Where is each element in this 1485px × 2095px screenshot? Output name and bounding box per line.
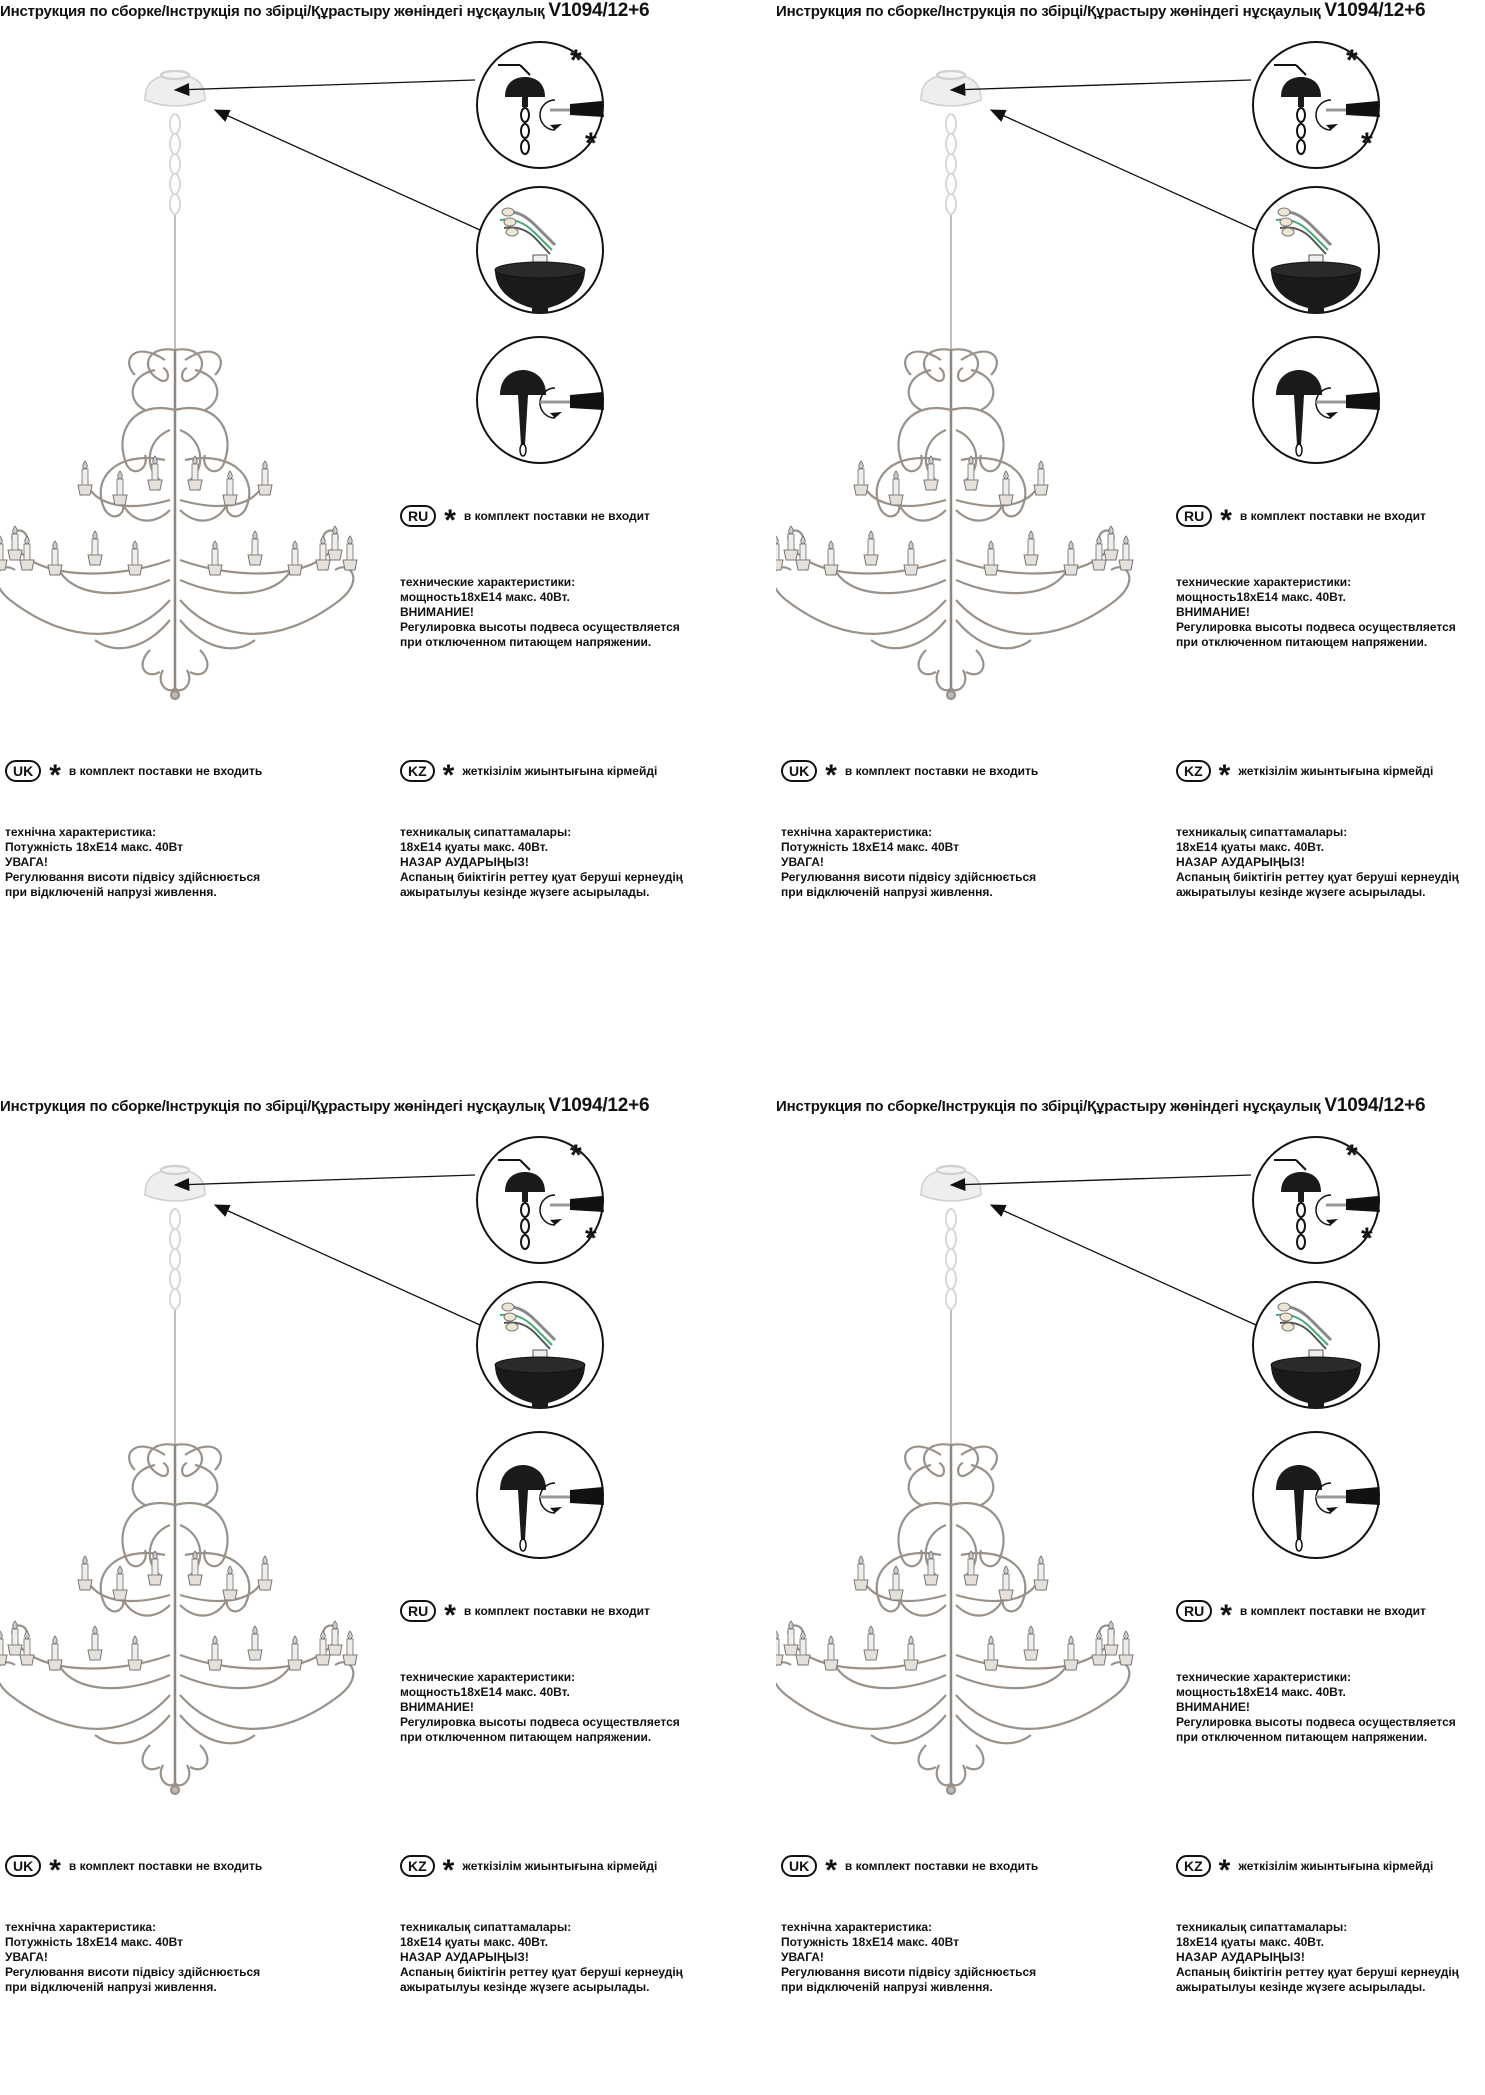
spec-line: Регулировка высоты подвеса осуществляется xyxy=(1176,620,1456,634)
spec-line: мощность18хЕ14 макс. 40Вт. xyxy=(1176,1685,1346,1699)
spec-line: Аспаның биіктігін реттеу қуат беруші кернеудің xyxy=(400,1965,683,1979)
asterisk-icon: * xyxy=(444,1599,456,1632)
spec-line: при відключеній напрузі живлення. xyxy=(5,885,217,899)
kz-note xyxy=(400,759,658,792)
uk-note-text: в комплект поставки не входить xyxy=(68,1859,263,1873)
kz-badge: KZ xyxy=(1176,760,1211,782)
ru-specs xyxy=(400,1670,680,1745)
spec-line: Потужність 18хЕ14 макс. 40Вт xyxy=(5,840,184,854)
spec-line: техникалық сипаттамалары: xyxy=(400,1920,572,1934)
ru-note-text: в комплект поставки не входит xyxy=(1239,1604,1426,1618)
kz-note-text: жеткізілім жиынтығына кірмейді xyxy=(462,764,658,778)
spec-line: НАЗАР АУДАРЫҢЫЗ! xyxy=(400,855,529,869)
kz-specs xyxy=(1176,825,1459,900)
asterisk-icon: * xyxy=(442,759,455,792)
asterisk-icon: * xyxy=(1218,1854,1231,1887)
spec-line: Потужність 18хЕ14 макс. 40Вт xyxy=(781,1935,960,1949)
spec-line: ВНИМАНИЕ! xyxy=(400,605,474,619)
uk-note xyxy=(781,759,1039,792)
spec-line: техникалық сипаттамалары: xyxy=(1176,825,1348,839)
ru-badge: RU xyxy=(400,505,436,527)
spec-line: при отключенном питающем напряжении. xyxy=(1176,635,1428,649)
uk-note xyxy=(5,1854,263,1887)
uk-badge: UK xyxy=(781,760,817,782)
page-title xyxy=(776,1095,1425,1117)
spec-line: технічна характеристика: xyxy=(781,825,933,839)
kz-badge: KZ xyxy=(1176,1855,1211,1877)
spec-line: Регулювання висоти підвісу здійснюється xyxy=(781,870,1037,884)
kz-badge: KZ xyxy=(400,760,435,782)
spec-line: Регулювання висоти підвісу здійснюється xyxy=(781,1965,1037,1979)
ru-note-text: в комплект поставки не входит xyxy=(463,509,650,523)
spec-line: Потужність 18хЕ14 макс. 40Вт xyxy=(5,1935,184,1949)
asterisk-icon: * xyxy=(444,504,456,537)
spec-line: ажыратылуы кезінде жүзеге асырылады. xyxy=(1176,1980,1426,1994)
title-text: Инструкция по сборке/Інструкція по збірці/Құрастыру жөніндегі нұсқаулық xyxy=(776,3,1321,20)
uk-note-text: в комплект поставки не входить xyxy=(844,1859,1039,1873)
spec-line: техникалық сипаттамалары: xyxy=(400,825,572,839)
spec-line: Регулювання висоти підвісу здійснюється xyxy=(5,1965,261,1979)
model-number: V1094/12+6 xyxy=(1324,0,1426,21)
spec-line: ажыратылуы кезінде жүзеге асырылады. xyxy=(400,885,650,899)
spec-line: мощность18хЕ14 макс. 40Вт. xyxy=(400,590,570,604)
asterisk-icon: * xyxy=(442,1854,455,1887)
spec-line: технічна характеристика: xyxy=(5,825,157,839)
uk-note xyxy=(5,759,263,792)
uk-specs xyxy=(5,825,260,900)
kz-note-text: жеткізілім жиынтығына кірмейді xyxy=(462,1859,658,1873)
title-text: Инструкция по сборке/Інструкція по збірці/Құрастыру жөніндегі нұсқаулық xyxy=(0,1098,545,1115)
kz-note xyxy=(1176,1854,1434,1887)
ru-note-text: в комплект поставки не входит xyxy=(1239,509,1426,523)
uk-specs xyxy=(781,825,1036,900)
spec-line: Регулировка высоты подвеса осуществляется xyxy=(400,620,680,634)
ru-note xyxy=(1176,1599,1426,1632)
spec-line: НАЗАР АУДАРЫҢЫЗ! xyxy=(1176,855,1305,869)
uk-badge: UK xyxy=(781,1855,817,1877)
spec-line: УВАГА! xyxy=(781,1950,824,1964)
instruction-panel xyxy=(0,0,742,1000)
spec-line: ВНИМАНИЕ! xyxy=(400,1700,474,1714)
uk-note-text: в комплект поставки не входить xyxy=(844,764,1039,778)
kz-note-text: жеткізілім жиынтығына кірмейді xyxy=(1238,764,1434,778)
spec-line: УВАГА! xyxy=(781,855,824,869)
ru-specs xyxy=(1176,1670,1456,1745)
spec-line: ажыратылуы кезінде жүзеге асырылады. xyxy=(400,1980,650,1994)
ru-specs xyxy=(1176,575,1456,650)
uk-specs xyxy=(781,1920,1036,1995)
instruction-panel xyxy=(776,0,1485,1000)
spec-line: при отключенном питающем напряжении. xyxy=(400,1730,652,1744)
spec-line: при відключеній напрузі живлення. xyxy=(781,1980,993,1994)
spec-line: Аспаның биіктігін реттеу қуат беруші кернеудің xyxy=(1176,870,1459,884)
kz-note-text: жеткізілім жиынтығына кірмейді xyxy=(1238,1859,1434,1873)
spec-line: ВНИМАНИЕ! xyxy=(1176,605,1250,619)
spec-line: технічна характеристика: xyxy=(781,1920,933,1934)
spec-line: Аспаның биіктігін реттеу қуат беруші кернеудің xyxy=(400,870,683,884)
instruction-panel xyxy=(776,1095,1485,2095)
ru-badge: RU xyxy=(1176,1600,1212,1622)
asterisk-icon: * xyxy=(825,759,837,792)
ru-note xyxy=(400,1599,650,1632)
spec-line: Потужність 18хЕ14 макс. 40Вт xyxy=(781,840,960,854)
kz-specs xyxy=(1176,1920,1459,1995)
spec-line: Регулювання висоти підвісу здійснюється xyxy=(5,870,261,884)
spec-line: Аспаның биіктігін реттеу қуат беруші кернеудің xyxy=(1176,1965,1459,1979)
spec-line: 18хЕ14 қуаты макс. 40Вт. xyxy=(400,1935,548,1949)
spec-line: технические характеристики: xyxy=(1176,575,1352,589)
instruction-panel xyxy=(0,1095,742,2095)
spec-line: техникалық сипаттамалары: xyxy=(1176,1920,1348,1934)
asterisk-icon: * xyxy=(825,1854,837,1887)
kz-note xyxy=(400,1854,658,1887)
title-text: Инструкция по сборке/Інструкція по збірці/Құрастыру жөніндегі нұсқаулық xyxy=(776,1098,1321,1115)
spec-line: 18хЕ14 қуаты макс. 40Вт. xyxy=(400,840,548,854)
spec-line: 18хЕ14 қуаты макс. 40Вт. xyxy=(1176,1935,1324,1949)
spec-line: технические характеристики: xyxy=(400,1670,576,1684)
spec-line: УВАГА! xyxy=(5,855,48,869)
spec-line: НАЗАР АУДАРЫҢЫЗ! xyxy=(1176,1950,1305,1964)
spec-line: НАЗАР АУДАРЫҢЫЗ! xyxy=(400,1950,529,1964)
page-title xyxy=(0,1095,649,1117)
asterisk-icon: * xyxy=(1220,1599,1232,1632)
spec-line: при відключеній напрузі живлення. xyxy=(781,885,993,899)
spec-line: ВНИМАНИЕ! xyxy=(1176,1700,1250,1714)
spec-line: мощность18хЕ14 макс. 40Вт. xyxy=(400,1685,570,1699)
page-title xyxy=(0,0,649,22)
model-number: V1094/12+6 xyxy=(548,1095,650,1116)
kz-badge: KZ xyxy=(400,1855,435,1877)
uk-specs xyxy=(5,1920,260,1995)
spec-line: технічна характеристика: xyxy=(5,1920,157,1934)
spec-line: мощность18хЕ14 макс. 40Вт. xyxy=(1176,590,1346,604)
ru-note-text: в комплект поставки не входит xyxy=(463,1604,650,1618)
asterisk-icon: * xyxy=(1218,759,1231,792)
spec-line: Регулировка высоты подвеса осуществляется xyxy=(1176,1715,1456,1729)
uk-note-text: в комплект поставки не входить xyxy=(68,764,263,778)
spec-line: при отключенном питающем напряжении. xyxy=(400,635,652,649)
spec-line: технические характеристики: xyxy=(1176,1670,1352,1684)
kz-specs xyxy=(400,825,683,900)
page-title xyxy=(776,0,1425,22)
ru-note xyxy=(400,504,650,537)
title-text: Инструкция по сборке/Інструкція по збірці/Құрастыру жөніндегі нұсқаулық xyxy=(0,3,545,20)
ru-badge: RU xyxy=(1176,505,1212,527)
spec-line: ажыратылуы кезінде жүзеге асырылады. xyxy=(1176,885,1426,899)
spec-line: технические характеристики: xyxy=(400,575,576,589)
uk-note xyxy=(781,1854,1039,1887)
spec-line: 18хЕ14 қуаты макс. 40Вт. xyxy=(1176,840,1324,854)
spec-line: при відключеній напрузі живлення. xyxy=(5,1980,217,1994)
model-number: V1094/12+6 xyxy=(1324,1095,1426,1116)
asterisk-icon: * xyxy=(49,1854,61,1887)
ru-badge: RU xyxy=(400,1600,436,1622)
spec-line: УВАГА! xyxy=(5,1950,48,1964)
uk-badge: UK xyxy=(5,1855,41,1877)
kz-note xyxy=(1176,759,1434,792)
model-number: V1094/12+6 xyxy=(548,0,650,21)
asterisk-icon: * xyxy=(49,759,61,792)
uk-badge: UK xyxy=(5,760,41,782)
kz-specs xyxy=(400,1920,683,1995)
ru-specs xyxy=(400,575,680,650)
spec-line: при отключенном питающем напряжении. xyxy=(1176,1730,1428,1744)
asterisk-icon: * xyxy=(1220,504,1232,537)
spec-line: Регулировка высоты подвеса осуществляется xyxy=(400,1715,680,1729)
ru-note xyxy=(1176,504,1426,537)
